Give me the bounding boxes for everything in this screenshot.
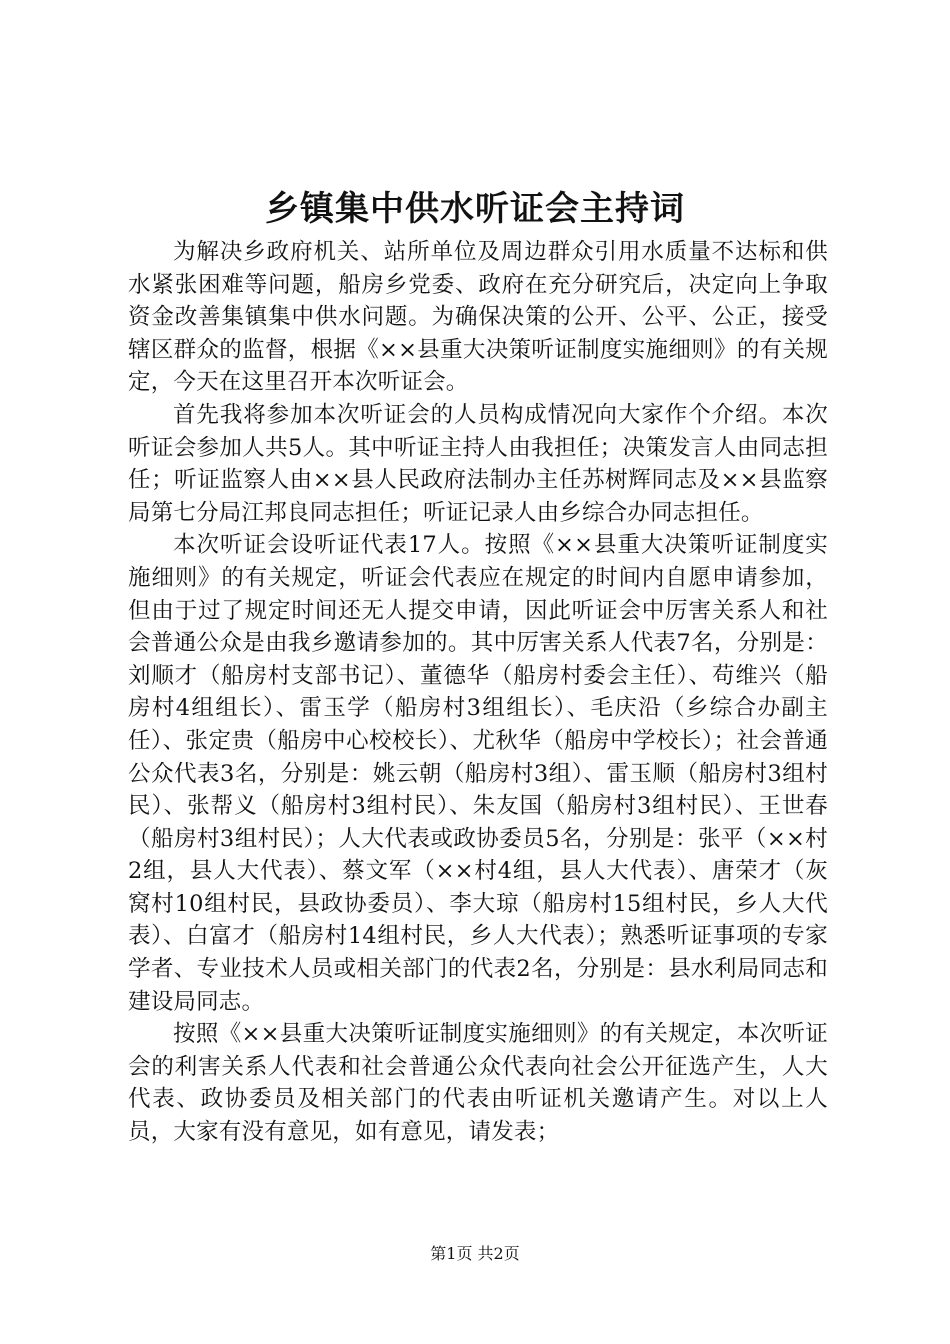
- paragraph-2: 首先我将参加本次听证会的人员构成情况向大家作个介绍。本次听证会参加人共5人。其中听证主持人由我担任；决策发言人由同志担任；听证监察人由××县人民政府法制办主任苏树辉同志及××县监察局第七分局江邦良同志担任；听证记录人由乡综合办同志担任。: [128, 401, 828, 526]
- paragraph-3: 本次听证会设听证代表17人。按照《××县重大决策听证制度实施细则》的有关规定，听证会代表应在规定的时间内自愿申请参加，但由于过了规定时间还无人提交申请，因此听证会中厉害关系人和社会普通公众是由我乡邀请参加的。其中厉害关系人代表7名，分别是：刘顺才（船房村支部书记）、董德华（船房村委会主任）、苟维兴（船房村4组组长）、雷玉学（船房村3组组长）、毛庆沿（乡综合办副主任）、张定贵（船房中心校校长）、尤秋华（船房中学校长）；社会普通公众代表3名，分别是：姚云朝（船房村3组）、雷玉顺（船房村3组村民）、张帮义（船房村3组村民）、朱友国（船房村3组村民）、王世春（船房村3组村民）；人大代表或政协委员5名，分别是：张平（××村2组，县人大代表）、蔡文军（××村4组，县人大代表）、唐荣才（灰窝村10组村民，县政协委员）、李大琼（船房村15组村民，乡人大代表）、白富才（船房村14组村民，乡人大代表）；熟悉听证事项的专家学者、专业技术人员或相关部门的代表2名，分别是：县水利局同志和建设局同志。: [128, 532, 828, 1015]
- paragraph-1: 为解决乡政府机关、站所单位及周边群众引用水质量不达标和供水紧张困难等问题，船房乡党委、政府在充分研究后，决定向上争取资金改善集镇集中供水问题。为确保决策的公开、公平、公正，接受辖区群众的监督，根据《××县重大决策听证制度实施细则》的有关规定，今天在这里召开本次听证会。: [128, 239, 828, 396]
- paragraph-4: 按照《××县重大决策听证制度实施细则》的有关规定，本次听证会的利害关系人代表和社会普通公众代表向社会公开征选产生，人大代表、政协委员及相关部门的代表由听证机关邀请产生。对以上人员，大家有没有意见，如有意见，请发表；: [128, 1021, 828, 1146]
- document-title: 乡镇集中供水听证会主持词: [265, 189, 685, 229]
- document-body: [128, 236, 828, 1149]
- page-footer: 第1页 共2页: [430, 1244, 520, 1263]
